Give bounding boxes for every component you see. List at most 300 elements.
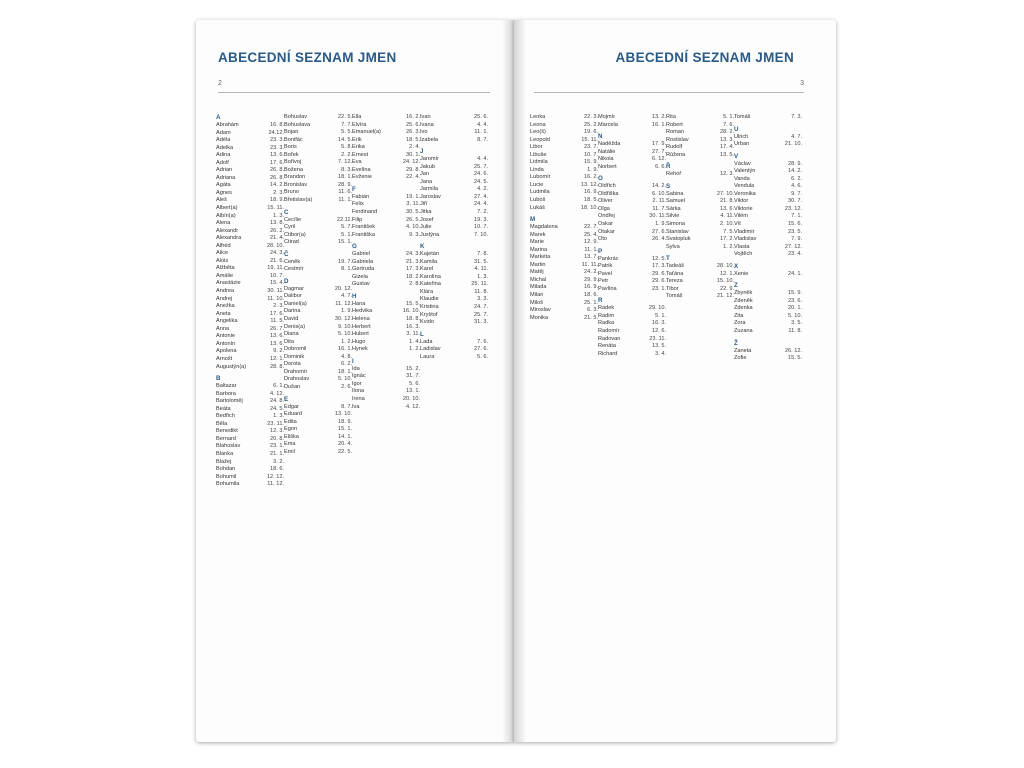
name-entry — [666, 144, 734, 152]
name-entry — [530, 254, 598, 262]
name-entry — [216, 474, 284, 482]
name-text: Agnes — [216, 189, 232, 196]
name-date: 13. 6. — [270, 340, 284, 347]
name-date: 3. 11. — [406, 331, 420, 338]
name-entry — [284, 224, 352, 232]
name-entry — [734, 176, 802, 184]
name-text: Patrik — [598, 263, 613, 270]
name-date: 14. 2. — [788, 168, 802, 175]
name-date: 21. 10. — [784, 141, 802, 148]
name-entry — [216, 398, 284, 406]
name-date: 2. 10. — [720, 221, 734, 228]
name-date: 25. 6. — [406, 121, 420, 128]
name-entry — [352, 381, 420, 389]
name-date: 31. 3. — [474, 319, 488, 326]
name-text: Anastázie — [216, 280, 241, 287]
name-entry — [284, 232, 352, 240]
name-date: 11. 1. — [474, 129, 488, 136]
name-text: Marie — [530, 239, 544, 246]
name-entry — [734, 290, 802, 298]
name-text: Vladimír — [734, 228, 755, 235]
name-entry — [420, 179, 488, 187]
name-date: 12. 1. — [270, 355, 284, 362]
name-date: 12. 12. — [266, 473, 284, 480]
name-entry — [598, 183, 666, 191]
name-entry — [598, 149, 666, 157]
letter-section — [734, 282, 802, 335]
name-entry — [352, 224, 420, 232]
name-entry — [216, 436, 284, 444]
name-date: 8. 7. — [341, 403, 352, 410]
name-entry — [420, 289, 488, 297]
name-entry — [284, 361, 352, 369]
letter-section — [420, 148, 488, 239]
name-text: Linda — [530, 166, 544, 173]
name-text: Ludmila — [530, 189, 550, 196]
name-text: Agáta — [216, 182, 231, 189]
letter-section — [530, 114, 598, 212]
name-entry — [284, 316, 352, 324]
name-date: 15. 11. — [267, 205, 284, 212]
name-date: 7. 1. — [791, 213, 802, 220]
name-text: Vanda — [734, 175, 750, 182]
name-date: 28. 10. — [716, 263, 734, 270]
name-text: Jan — [420, 171, 430, 178]
name-entry — [284, 419, 352, 427]
name-text: Adolf — [216, 159, 229, 166]
name-entry — [284, 239, 352, 247]
name-text: Marina — [530, 246, 548, 253]
name-text: Viktor — [734, 198, 749, 205]
name-date: 23. 6. — [788, 297, 802, 304]
name-date: 10. 7. — [474, 224, 488, 231]
name-date: 23. 1. — [652, 285, 666, 292]
name-text: Anna — [216, 325, 230, 332]
name-text: Kajetán — [420, 251, 439, 258]
name-text: Hynek — [352, 346, 368, 353]
letter-section — [284, 251, 352, 274]
name-text: Vendula — [734, 183, 755, 190]
name-date: 20. 4. — [338, 441, 352, 448]
name-text: Luboš — [530, 197, 546, 204]
name-entry — [284, 266, 352, 274]
name-text: Oto — [598, 236, 608, 243]
name-text: Igor — [352, 380, 362, 387]
letter-section — [420, 331, 488, 362]
name-entry — [420, 194, 488, 202]
name-text: Magdalena — [530, 224, 558, 231]
name-entry — [216, 213, 284, 221]
name-date: 11. 6. — [338, 189, 352, 196]
name-text: Břetislav(a) — [284, 197, 313, 204]
name-entry — [284, 159, 352, 167]
name-text: Sylva — [666, 243, 680, 250]
name-date: 18. 5. — [584, 197, 598, 204]
name-text: Laura — [420, 353, 435, 360]
name-date: 13. 3. — [720, 136, 734, 143]
name-date: 30. 11. — [649, 213, 666, 220]
name-entry — [216, 145, 284, 153]
name-entry — [598, 206, 666, 214]
name-entry — [420, 156, 488, 164]
name-date: 24. 4. — [474, 201, 488, 208]
name-entry — [284, 331, 352, 339]
name-entry — [352, 194, 420, 202]
name-date: 6. 3. — [587, 307, 598, 314]
name-date: 26. 3. — [406, 129, 420, 136]
name-date: 12. 6. — [652, 328, 666, 335]
name-date: 24. 6. — [474, 171, 488, 178]
name-date: 5. 1. — [341, 231, 352, 238]
name-text: Božena — [284, 166, 303, 173]
letter-section — [666, 114, 734, 159]
name-date: 11. 5. — [270, 318, 284, 325]
letter-section — [284, 114, 352, 205]
name-date: 6. 2. — [791, 175, 802, 182]
name-text: Lubomír — [530, 174, 551, 181]
name-date: 5. 1. — [655, 312, 666, 319]
name-text: Roman — [666, 129, 685, 136]
name-date: 3. 4. — [655, 350, 666, 357]
name-entry — [284, 286, 352, 294]
name-text: Blahoslav — [216, 443, 241, 450]
name-date: 8. 3. — [341, 166, 352, 173]
letter-section — [352, 358, 420, 411]
name-entry — [420, 186, 488, 194]
name-date: 29. 9. — [584, 276, 598, 283]
name-text: Marcela — [598, 121, 618, 128]
letter-section — [666, 183, 734, 251]
name-text: Bohuslav — [284, 114, 308, 120]
name-text: Denis(a) — [284, 323, 306, 330]
name-entry — [666, 129, 734, 137]
name-entry — [216, 182, 284, 190]
name-date: 2. 6. — [341, 383, 352, 390]
name-date: 25. 7. — [474, 311, 488, 318]
name-text: František — [352, 224, 376, 231]
name-text: Ivana — [420, 121, 434, 128]
name-date: 23. 4. — [788, 251, 802, 258]
name-entry — [666, 206, 734, 214]
name-entry — [284, 217, 352, 225]
name-entry — [284, 346, 352, 354]
name-entry — [284, 354, 352, 362]
name-entry — [598, 320, 666, 328]
section-letter: G — [352, 243, 357, 251]
name-entry — [352, 366, 420, 374]
left-name-columns — [216, 114, 488, 493]
name-date: 5. 10. — [338, 331, 352, 338]
name-date: 6. 12. — [652, 156, 666, 163]
name-text: Oliver — [598, 198, 613, 205]
name-date: 18. 1. — [338, 174, 352, 181]
name-date: 7. 5. — [723, 228, 734, 235]
name-date: 4. 4. — [477, 121, 488, 128]
name-entry — [734, 271, 802, 279]
name-entry — [734, 213, 802, 221]
name-text: Oldřiška — [598, 190, 619, 197]
name-date: 9. 10. — [338, 323, 352, 330]
name-text: Radovan — [598, 335, 621, 342]
name-entry — [352, 232, 420, 240]
name-date: 13. 7. — [584, 254, 598, 261]
name-text: Alice — [216, 250, 229, 257]
name-date: 18. 10. — [580, 204, 598, 211]
name-date: 6. 1. — [273, 383, 284, 390]
name-text: Blažej — [216, 458, 232, 465]
letter-section — [284, 278, 352, 392]
name-date: 28. 10. — [266, 242, 284, 249]
name-entry — [734, 161, 802, 169]
name-date: 26. 8. — [270, 174, 284, 181]
name-date: 4. 11. — [474, 266, 488, 273]
name-entry — [216, 228, 284, 236]
letter-section — [352, 114, 420, 182]
name-entry — [284, 339, 352, 347]
name-entry — [352, 404, 420, 412]
name-date: 7. 9. — [791, 236, 802, 243]
name-text: Radek — [598, 305, 615, 312]
name-text: Herbert — [352, 323, 371, 330]
name-entry — [734, 244, 802, 252]
name-date: 21. 12. — [716, 293, 734, 300]
name-date: 15. 1. — [338, 239, 352, 246]
name-entry — [598, 236, 666, 244]
name-entry — [598, 191, 666, 199]
name-text: Tereza — [666, 278, 683, 285]
name-text: Angelika — [216, 318, 238, 325]
name-text: Evelína — [352, 166, 371, 173]
name-date: 21. 6. — [270, 257, 284, 264]
name-text: Alžběta — [216, 265, 235, 272]
name-column — [598, 114, 666, 367]
left-page-number: 2 — [218, 80, 222, 87]
name-text: Miloš — [530, 299, 544, 306]
name-text: Marek — [530, 231, 546, 238]
name-text: Oskar — [598, 221, 613, 228]
name-entry — [352, 174, 420, 182]
name-date: 14. 2. — [270, 182, 284, 189]
name-text: Tomáš — [734, 114, 751, 120]
name-date: 24. 5. — [474, 178, 488, 185]
name-text: Rostislav — [666, 136, 689, 143]
name-date: 22. 7. — [584, 224, 598, 231]
name-entry — [530, 277, 598, 285]
name-date: 3. 2. — [273, 458, 284, 465]
name-text: Kvido — [420, 319, 434, 326]
name-entry — [734, 320, 802, 328]
name-date: 28. 9. — [788, 160, 802, 167]
name-text: Jana — [420, 178, 433, 185]
name-entry — [284, 129, 352, 137]
name-date: 5. 6. — [477, 353, 488, 360]
name-entry — [666, 114, 734, 122]
name-entry — [216, 459, 284, 467]
name-date: 18. 6. — [584, 292, 598, 299]
name-date: 13. 8. — [270, 220, 284, 227]
name-date: 13. 6. — [720, 205, 734, 212]
name-entry — [598, 256, 666, 264]
name-text: Bedřich — [216, 413, 235, 420]
name-text: Dagmar — [284, 285, 304, 292]
name-date: 24. 5. — [270, 405, 284, 412]
name-text: Andrea — [216, 288, 235, 295]
name-text: Silvie — [666, 213, 680, 220]
name-entry — [216, 311, 284, 319]
name-text: Lada — [420, 338, 433, 345]
name-entry — [216, 413, 284, 421]
name-date: 1. 3. — [273, 212, 284, 219]
name-text: Ivo — [420, 129, 428, 136]
name-text: Hugo — [352, 338, 366, 345]
name-entry — [530, 292, 598, 300]
name-date: 4. 7. — [791, 133, 802, 140]
name-text: Františka — [352, 231, 376, 238]
name-date: 11. 8. — [474, 288, 488, 295]
name-date: 16. 8. — [270, 122, 284, 128]
name-entry — [284, 449, 352, 457]
name-date: 19. 3. — [474, 216, 488, 223]
name-entry — [666, 271, 734, 279]
section-letter: T — [666, 255, 670, 263]
name-date: 17. 3. — [406, 266, 420, 273]
name-text: Bonifác — [284, 136, 303, 143]
name-entry — [666, 244, 734, 252]
name-text: Darina — [284, 308, 301, 315]
name-date: 1. 3. — [477, 273, 488, 280]
name-entry — [216, 356, 284, 364]
name-entry — [666, 213, 734, 221]
name-date: 10. 7. — [270, 272, 284, 279]
letter-section — [598, 297, 666, 358]
name-date: 8. 1. — [341, 266, 352, 273]
name-text: Cecílie — [284, 216, 302, 223]
name-date: 27. 6. — [474, 346, 488, 353]
name-text: Pankrác — [598, 255, 619, 262]
name-date: 24. 3. — [406, 251, 420, 258]
section-letter: O — [598, 175, 603, 183]
name-date: 10. 7. — [584, 151, 598, 158]
name-date: 23. 3. — [270, 144, 284, 151]
name-date: 1. 2. — [341, 338, 352, 345]
name-date: 15. 5. — [788, 355, 802, 362]
name-entry — [284, 301, 352, 309]
name-date: 2. 2. — [341, 151, 352, 158]
section-letter: J — [420, 148, 424, 156]
name-column — [420, 114, 488, 493]
name-date: 7. 12. — [338, 159, 352, 166]
name-text: Čestmír — [284, 266, 304, 273]
name-text: Alois — [216, 257, 229, 264]
name-entry — [666, 236, 734, 244]
name-entry — [352, 316, 420, 324]
name-text: Tomáš — [666, 293, 683, 300]
name-date: 2. 3. — [273, 189, 284, 196]
letter-section — [284, 209, 352, 247]
name-text: Jiří — [420, 201, 428, 208]
left-title-rule — [218, 92, 490, 93]
name-date: 7. 7. — [341, 121, 352, 128]
name-entry — [420, 339, 488, 347]
name-entry — [420, 304, 488, 312]
name-text: Hana — [352, 300, 366, 307]
name-text: Kryštof — [420, 311, 438, 318]
name-date: 12. 9. — [584, 239, 598, 246]
name-text: Bernard — [216, 435, 236, 442]
name-date: 3. 11. — [406, 201, 420, 208]
name-text: Bořivoj — [284, 159, 302, 166]
right-name-columns — [530, 114, 802, 367]
name-text: Albert(a) — [216, 205, 238, 212]
name-date: 11. 12. — [267, 481, 284, 488]
name-entry — [352, 281, 420, 289]
name-text: Emanuel(a) — [352, 129, 381, 136]
name-date: 22. 5. — [338, 448, 352, 455]
name-text: Evženie — [352, 174, 372, 181]
name-entry — [216, 318, 284, 326]
letter-section — [734, 263, 802, 279]
name-entry — [666, 286, 734, 294]
name-entry — [598, 286, 666, 294]
section-letter: C — [284, 208, 289, 216]
name-entry — [420, 346, 488, 354]
name-date: 16. 9. — [584, 189, 598, 196]
name-date: 2. 4. — [409, 144, 420, 151]
name-date: 20. 8. — [270, 435, 284, 442]
name-date: 5. 10. — [338, 376, 352, 383]
name-date: 13. 2. — [652, 114, 666, 120]
name-text: Radim — [598, 312, 615, 319]
name-text: Samuel — [666, 198, 685, 205]
name-entry — [216, 167, 284, 175]
name-text: Zuzana — [734, 328, 753, 335]
name-entry — [352, 217, 420, 225]
name-date: 17. 6. — [270, 310, 284, 317]
name-entry — [352, 324, 420, 332]
name-date: 28. 2. — [720, 129, 734, 136]
name-entry — [598, 313, 666, 321]
name-date: 18. 5. — [406, 136, 420, 143]
name-text: Emil — [284, 448, 295, 455]
name-date: 23. 3. — [270, 137, 284, 144]
name-entry — [216, 280, 284, 288]
name-entry — [216, 406, 284, 414]
name-text: Felix — [352, 201, 364, 208]
name-text: Irena — [352, 395, 365, 402]
name-entry — [598, 213, 666, 221]
name-entry — [216, 258, 284, 266]
name-entry — [352, 152, 420, 160]
name-text: Lenka — [530, 114, 546, 120]
name-text: Leopold — [530, 136, 550, 143]
name-entry — [420, 217, 488, 225]
name-entry — [420, 354, 488, 362]
name-text: Kamila — [420, 258, 438, 265]
name-date: 1. 2. — [723, 243, 734, 250]
name-text: Apolena — [216, 348, 237, 355]
name-entry — [216, 160, 284, 168]
name-text: Amálie — [216, 272, 234, 279]
name-entry — [530, 247, 598, 255]
name-text: Helena — [352, 316, 370, 323]
name-date: 11. 7. — [652, 205, 666, 212]
name-text: Adelka — [216, 144, 234, 151]
name-text: Běla — [216, 420, 228, 427]
name-text: Drahomír — [284, 368, 308, 375]
name-date: 13. 1. — [406, 388, 420, 395]
name-date: 26. 5. — [406, 216, 420, 223]
name-entry — [216, 137, 284, 145]
